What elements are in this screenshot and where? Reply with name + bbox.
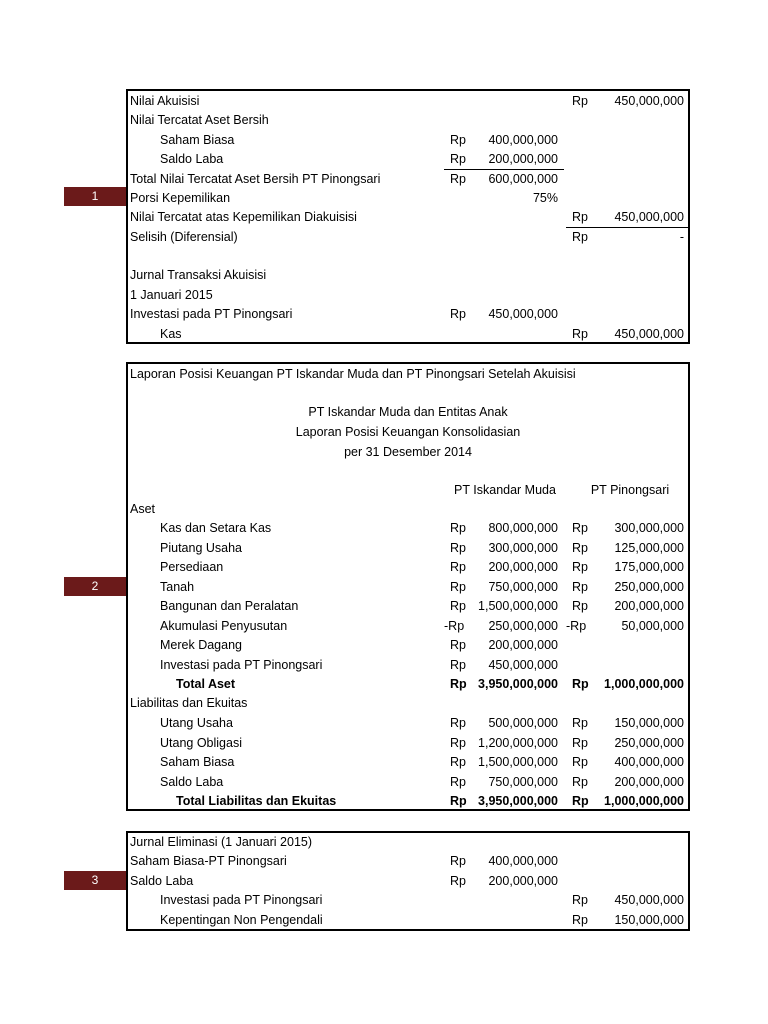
rp: Rp (572, 327, 588, 341)
label: Investasi pada PT Pinongsari (160, 658, 323, 672)
row-total-aset (128, 675, 688, 694)
value-1: 1,200,000,000 (478, 736, 558, 750)
rp-2: Rp (572, 755, 588, 769)
rp: Rp (572, 210, 588, 224)
value-1: 1,500,000,000 (478, 755, 558, 769)
value-2: 300,000,000 (614, 521, 684, 535)
table-row (128, 597, 688, 616)
statement-subtitle: Laporan Posisi Keuangan Konsolidasian (295, 425, 521, 439)
rp-1: Rp (450, 755, 466, 769)
value: 450,000,000 (614, 327, 684, 341)
label: Saldo Laba (160, 152, 224, 166)
table-row (128, 753, 688, 772)
label: Total Aset (176, 677, 236, 691)
rp: Rp (572, 230, 588, 244)
label: Liabilitas dan Ekuitas (130, 696, 248, 710)
table-row (128, 519, 688, 538)
value-2: 200,000,000 (614, 599, 684, 613)
row-saldo-laba (128, 150, 688, 169)
value-2: 50,000,000 (621, 619, 684, 633)
label: Nilai Akuisisi (130, 94, 200, 108)
rp-2: Rp (572, 913, 588, 927)
value-2: 125,000,000 (614, 541, 684, 555)
row-title3 (128, 443, 688, 462)
value-1: 500,000,000 (488, 716, 558, 730)
label: Nilai Tercatat atas Kepemilikan Diakuisisi (130, 210, 357, 224)
row-total-liab (128, 792, 688, 811)
rp-2: Rp (572, 716, 588, 730)
label: Saham Biasa (160, 755, 235, 769)
rp-1: Rp (450, 580, 466, 594)
row-section2-header (128, 365, 688, 384)
table-row (128, 852, 688, 871)
rp-1: Rp (450, 854, 466, 868)
value-1: 200,000,000 (488, 874, 558, 888)
value-1: 400,000,000 (488, 854, 558, 868)
value-1: 750,000,000 (488, 775, 558, 789)
label: Saldo Laba (130, 874, 194, 888)
acquisition-section (126, 89, 690, 344)
row-investasi (128, 305, 688, 324)
label: Saham Biasa-PT Pinongsari (130, 854, 287, 868)
value-1: 1,500,000,000 (478, 599, 558, 613)
value: 75% (532, 191, 558, 205)
rp-1: Rp (450, 521, 466, 535)
value-2: 450,000,000 (614, 893, 684, 907)
label: Porsi Kepemilikan (130, 191, 231, 205)
value: 450,000,000 (614, 210, 684, 224)
label: Utang Usaha (160, 716, 233, 730)
value-2: 250,000,000 (614, 736, 684, 750)
value-1: 3,950,000,000 (478, 677, 558, 691)
rp-2: Rp (572, 736, 588, 750)
balance-sheet-section (126, 362, 690, 811)
marker-3: 3 (64, 871, 126, 890)
row-porsi (128, 189, 688, 208)
rp-1: Rp (450, 794, 467, 808)
rp-1: Rp (450, 541, 466, 555)
rp-1: -Rp (444, 619, 465, 633)
rp-2: Rp (572, 521, 588, 535)
statement-title: PT Iskandar Muda dan Entitas Anak (308, 405, 508, 419)
label: Kepentingan Non Pengendali (160, 913, 323, 927)
rp-2: Rp (572, 599, 588, 613)
row-saham-biasa (128, 131, 688, 150)
row-nilai-diakuisisi (128, 208, 688, 227)
rp-2: Rp (572, 541, 588, 555)
value: 600,000,000 (488, 172, 558, 186)
table-row (128, 872, 688, 891)
value-1: 200,000,000 (488, 638, 558, 652)
table-row (128, 558, 688, 577)
table-row (128, 891, 688, 910)
rp-1: Rp (450, 716, 466, 730)
label: Investasi pada PT Pinongsari (160, 893, 323, 907)
value-2: 175,000,000 (614, 560, 684, 574)
table-row (128, 617, 688, 636)
statement-date: per 31 Desember 2014 (344, 445, 472, 459)
rp-2: Rp (572, 677, 589, 691)
rp: Rp (450, 172, 466, 186)
marker-1: 1 (64, 187, 126, 206)
row-nilai-tercatat-header (128, 111, 688, 130)
table-row (128, 656, 688, 675)
rp-1: Rp (450, 874, 466, 888)
column-header-iskandar: PT Iskandar Muda (454, 483, 556, 497)
label: Total Nilai Tercatat Aset Bersih PT Pinongsari (130, 172, 381, 186)
value-2: 250,000,000 (614, 580, 684, 594)
rp-1: Rp (450, 560, 466, 574)
row-section3-header (128, 833, 688, 852)
row-total-nilai (128, 170, 688, 189)
value: 200,000,000 (488, 152, 558, 166)
label: Selisih (Diferensial) (130, 230, 238, 244)
label: Bangunan dan Peralatan (160, 599, 299, 613)
label: Tanah (160, 580, 195, 594)
table-row (128, 773, 688, 792)
label: Persediaan (160, 560, 224, 574)
value-1: 200,000,000 (488, 560, 558, 574)
rp: Rp (450, 152, 466, 166)
rp-2: -Rp (566, 619, 587, 633)
rp-1: Rp (450, 658, 466, 672)
row-column-headers (128, 481, 688, 500)
value-2: 400,000,000 (614, 755, 684, 769)
row-title1 (128, 403, 688, 422)
row-kas (128, 325, 688, 344)
rp-1: Rp (450, 638, 466, 652)
rp-1: Rp (450, 599, 466, 613)
label: 1 Januari 2015 (130, 288, 213, 302)
value-2: 1,000,000,000 (604, 677, 684, 691)
value: - (679, 230, 684, 244)
value-1: 300,000,000 (488, 541, 558, 555)
label: Aset (130, 502, 156, 516)
row-jurnal-date (128, 286, 688, 305)
rp: Rp (450, 307, 466, 321)
rp-2: Rp (572, 580, 588, 594)
value-2: 150,000,000 (614, 913, 684, 927)
table-row (128, 714, 688, 733)
rp-2: Rp (572, 560, 588, 574)
label: Jurnal Transaksi Akuisisi (130, 268, 267, 282)
rp-2: Rp (572, 893, 588, 907)
value: 450,000,000 (614, 94, 684, 108)
value-2: 1,000,000,000 (604, 794, 684, 808)
value-1: 450,000,000 (488, 658, 558, 672)
value-1: 3,950,000,000 (478, 794, 558, 808)
rp-1: Rp (450, 677, 467, 691)
label: Utang Obligasi (160, 736, 242, 750)
elimination-journal-section (126, 831, 690, 931)
row-liab-header (128, 694, 688, 713)
section-header: Laporan Posisi Keuangan PT Iskandar Muda dan PT Pinongsari Setelah Akuisisi (130, 367, 576, 381)
rp: Rp (450, 133, 466, 147)
label: Nilai Tercatat Aset Bersih (130, 113, 269, 127)
table-row (128, 734, 688, 753)
label: Kas dan Setara Kas (160, 521, 272, 535)
value-1: 750,000,000 (488, 580, 558, 594)
table-row (128, 578, 688, 597)
value-1: 250,000,000 (488, 619, 558, 633)
rp-1: Rp (450, 775, 466, 789)
row-title2 (128, 423, 688, 442)
value-2: 200,000,000 (614, 775, 684, 789)
label: Saldo Laba (160, 775, 224, 789)
section-header: Jurnal Eliminasi (1 Januari 2015) (130, 835, 313, 849)
row-nilai-akuisisi (128, 92, 688, 111)
row-jurnal-title (128, 266, 688, 285)
label: Akumulasi Penyusutan (160, 619, 288, 633)
label: Merek Dagang (160, 638, 242, 652)
column-header-pinongsari: PT Pinongsari (590, 483, 670, 497)
rp: Rp (572, 94, 588, 108)
rp-2: Rp (572, 794, 589, 808)
value-2: 150,000,000 (614, 716, 684, 730)
row-selisih (128, 228, 688, 247)
row-aset-header (128, 500, 688, 519)
table-row (128, 911, 688, 930)
label: Piutang Usaha (160, 541, 243, 555)
value-1: 800,000,000 (488, 521, 558, 535)
value: 450,000,000 (488, 307, 558, 321)
label: Saham Biasa (160, 133, 235, 147)
value: 400,000,000 (488, 133, 558, 147)
label: Kas (160, 327, 182, 341)
table-row (128, 539, 688, 558)
label: Investasi pada PT Pinongsari (130, 307, 293, 321)
table-row (128, 636, 688, 655)
marker-2: 2 (64, 577, 126, 596)
rp-2: Rp (572, 775, 588, 789)
label: Total Liabilitas dan Ekuitas (176, 794, 337, 808)
rp-1: Rp (450, 736, 466, 750)
